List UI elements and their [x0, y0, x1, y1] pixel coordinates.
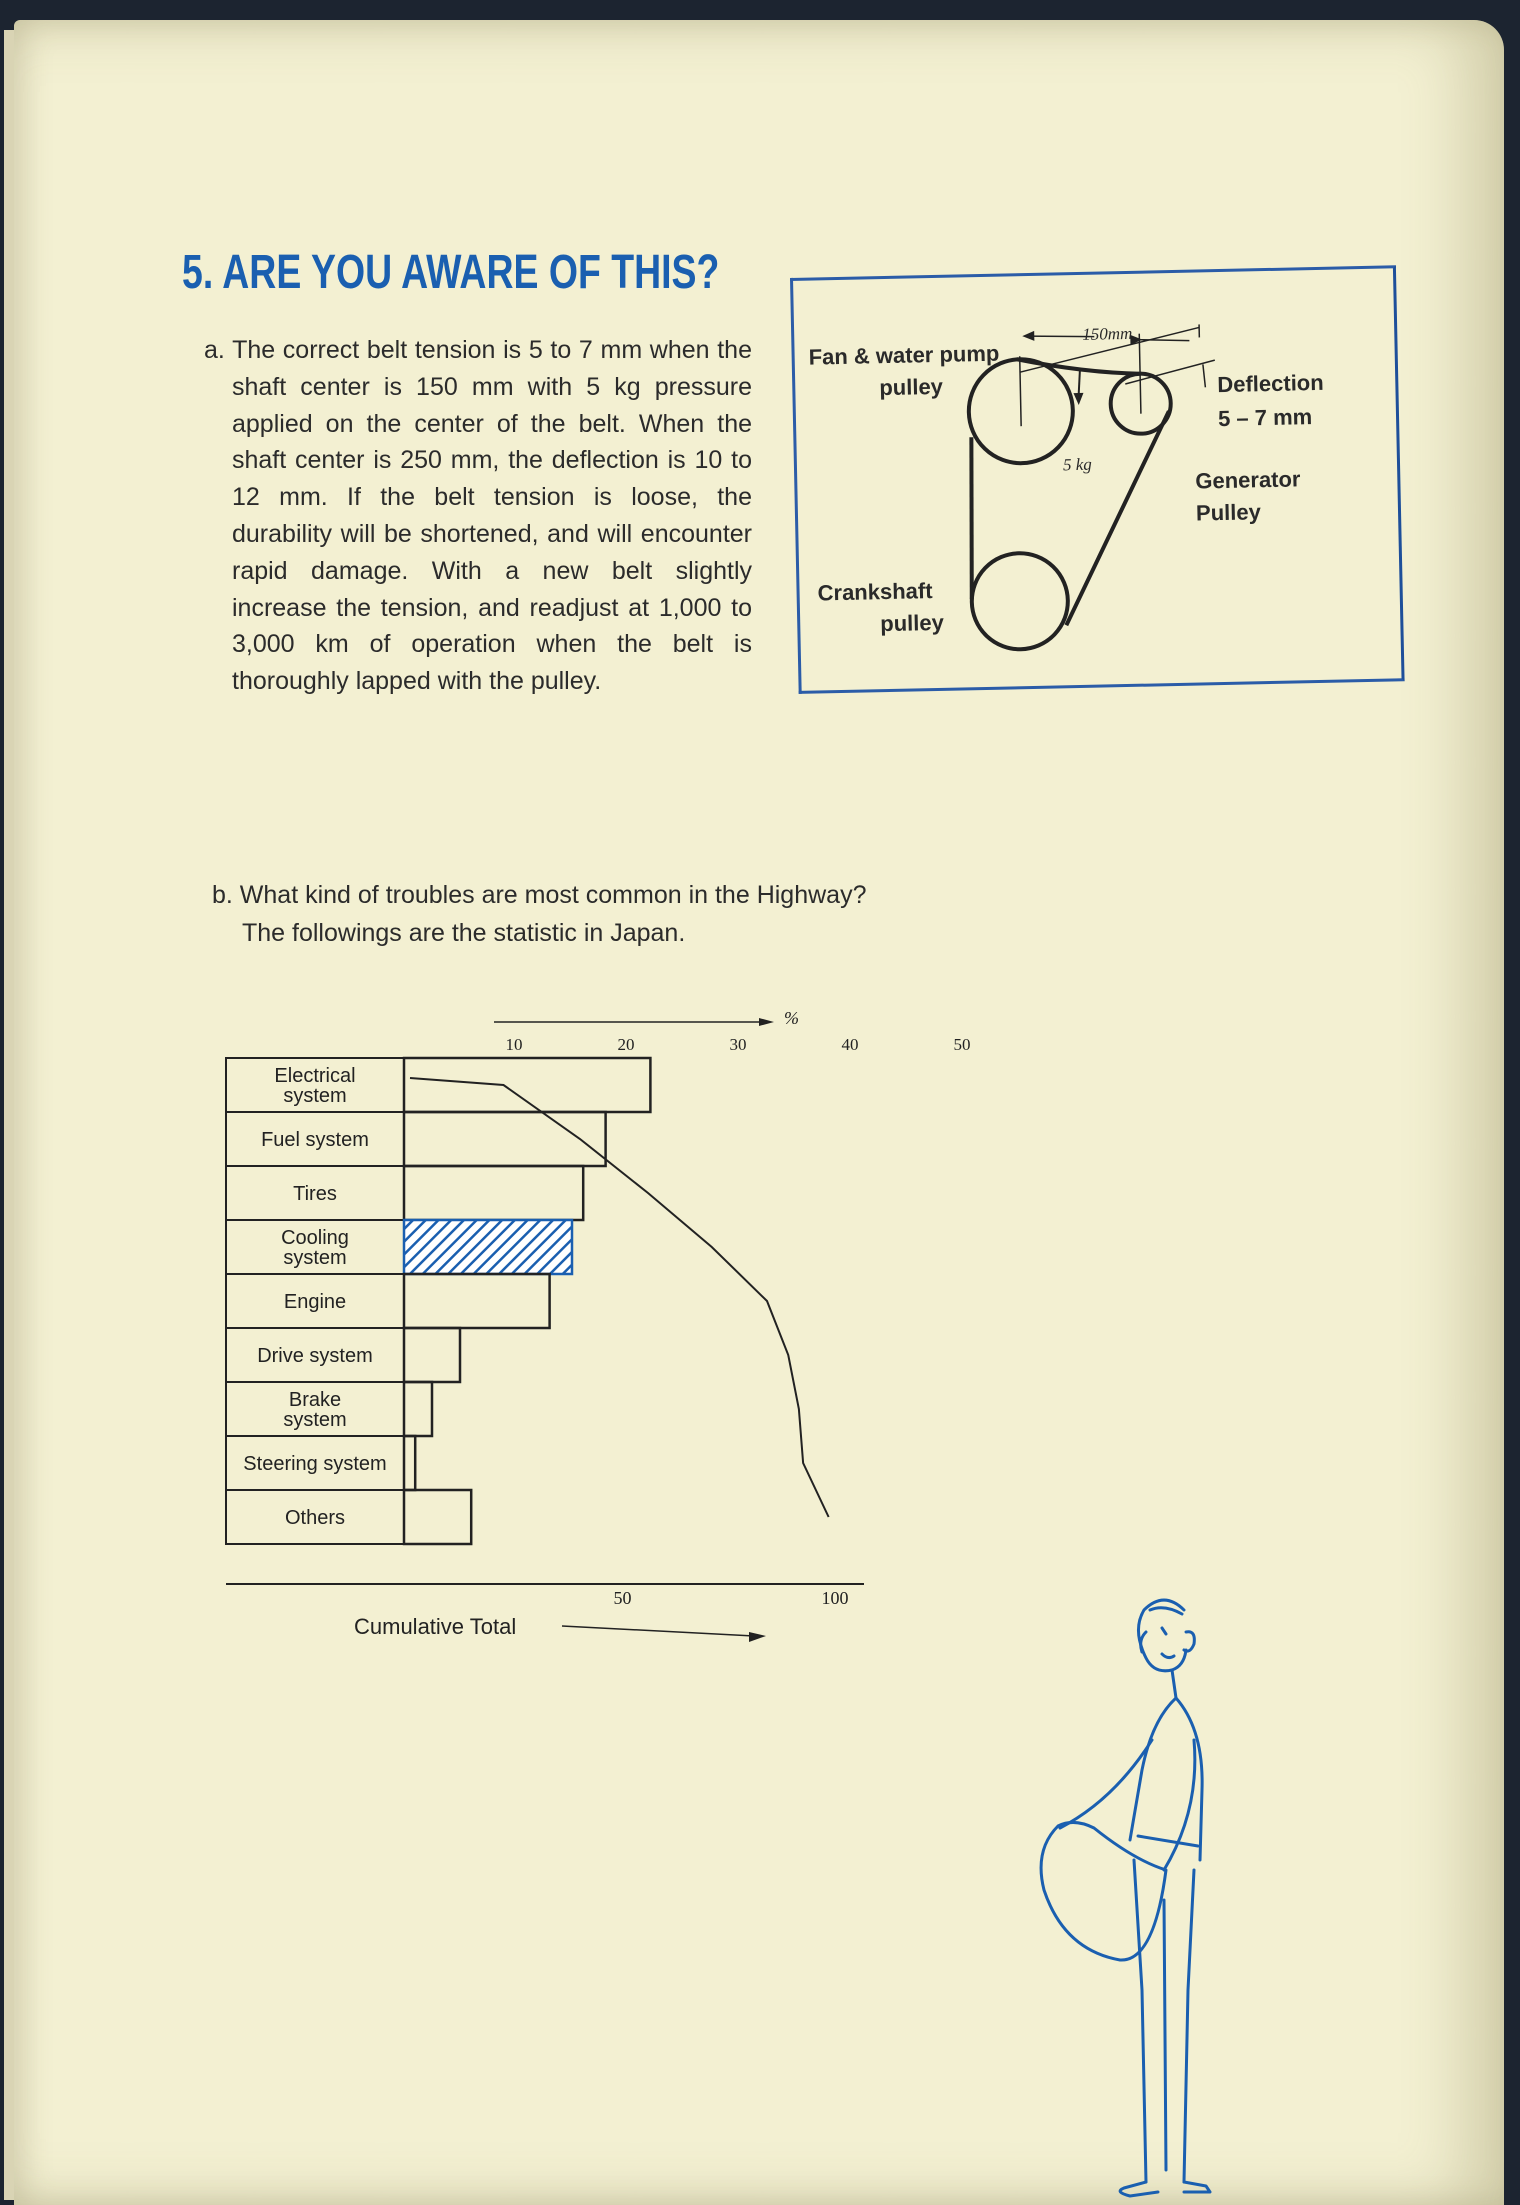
man-illustration	[1034, 1570, 1294, 2200]
top-axis-tick: 40	[842, 1035, 859, 1054]
question-line: b. What kind of troubles are most common in the Highway?	[212, 881, 866, 909]
section-heading: 5. ARE YOU AWARE OF THIS?	[182, 245, 719, 300]
bar	[404, 1436, 415, 1490]
category-label: Drive system	[257, 1345, 373, 1367]
category-label-2: system	[283, 1085, 346, 1107]
book-page	[14, 20, 1504, 2205]
bottom-axis-label: Cumulative Total	[354, 1614, 516, 1639]
category-label: Steering system	[243, 1453, 386, 1475]
bar	[404, 1490, 471, 1544]
troubles-chart	[214, 1010, 934, 1650]
category-label: Cooling	[281, 1227, 349, 1249]
page-edge	[4, 30, 14, 2200]
fan-pulley-label: Fan & water pump	[808, 341, 999, 371]
highway-troubles-paragraph	[212, 876, 1112, 952]
category-label: Others	[285, 1507, 345, 1529]
category-label-2: system	[283, 1247, 346, 1269]
belt-left	[968, 437, 974, 599]
bar	[404, 1220, 572, 1274]
troubles-chart-svg	[214, 1010, 934, 1650]
bar	[404, 1112, 606, 1166]
force-label: 5 kg	[1063, 455, 1092, 476]
bottom-axis-tick: 50	[614, 1588, 632, 1608]
bar	[404, 1328, 460, 1382]
category-label: Electrical	[274, 1065, 355, 1087]
top-axis-unit: %	[784, 1008, 799, 1028]
crankshaft-pulley-label: Crankshaft	[817, 578, 932, 606]
crankshaft-pulley-label-2: pulley	[880, 610, 944, 637]
category-label: Brake	[289, 1389, 341, 1411]
cumulative-line	[410, 1078, 829, 1517]
top-axis-arrow	[759, 1018, 774, 1026]
bottom-axis-tick: 100	[822, 1588, 849, 1608]
category-label: Fuel system	[261, 1129, 369, 1151]
generator-pulley-label-2: Pulley	[1196, 499, 1261, 526]
distance-label: 150mm	[1082, 324, 1132, 345]
belt-diagram	[790, 265, 1405, 694]
crankshaft-pulley	[971, 552, 1069, 650]
deflection-value: 5 – 7 mm	[1218, 404, 1313, 432]
bar	[404, 1166, 583, 1220]
bottom-axis-arrow	[749, 1632, 766, 1642]
bottom-axis-arrow-line	[562, 1626, 754, 1636]
deflection-label: Deflection	[1217, 370, 1324, 398]
top-axis-tick: 50	[954, 1035, 971, 1054]
generator-pulley-label: Generator	[1195, 466, 1301, 494]
fan-pulley-label-2: pulley	[879, 374, 943, 401]
statistic-line: The followings are the statistic in Japan.	[212, 914, 1112, 952]
belt-tension-paragraph: a. The correct belt tension is 5 to 7 mm when the shaft center is 150 mm with 5 kg pressure applied on the center of the belt. When the shaft center is 250 mm, the deflection is 10 to 12 mm. If the belt tension is loose, the durability will be shortened, and will encounter rapid damage. With a new belt slightly increase the tension, and readjust at 1,000 to 3,000 km of operation when the belt is thoroughly lapped with the pulley.	[204, 332, 752, 700]
bar	[404, 1058, 650, 1112]
belt-right	[1062, 411, 1173, 625]
top-axis-tick: 10	[506, 1035, 523, 1054]
category-label: Engine	[284, 1291, 346, 1313]
bar	[404, 1382, 432, 1436]
top-axis-tick: 30	[730, 1035, 747, 1054]
category-label: Tires	[293, 1183, 337, 1205]
top-axis-tick: 20	[618, 1035, 635, 1054]
category-label-2: system	[283, 1409, 346, 1431]
bar	[404, 1274, 550, 1328]
